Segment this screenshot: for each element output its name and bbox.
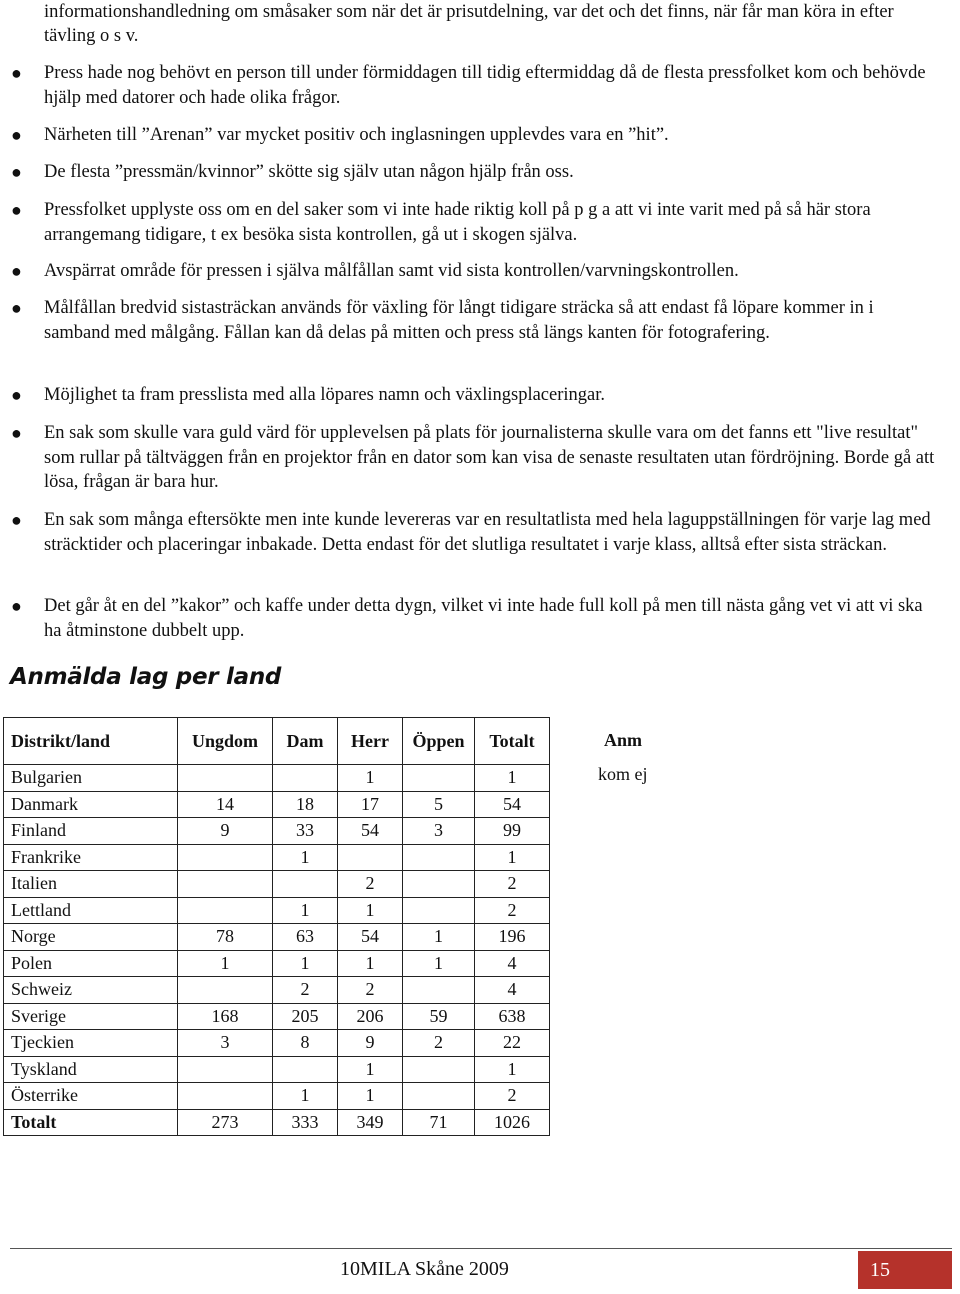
bullet-text: Press hade nog behövt en person till under förmiddagen till tidig eftermiddag då de flesta pressfolket kom och behövde hjälp med datorer och hade olika frågor. [44,63,926,108]
table-cell: 2 [338,871,403,898]
table-cell: Tjeckien [4,1030,178,1057]
table-cell: Danmark [4,791,178,818]
page-number-badge [858,1251,952,1289]
bullet-text: En sak som skulle vara guld värd för upplevelsen på plats för journalisterna skulle vara om det fanns ett "live resultat" som rullar på tältväggen från en projektor från en dator som kan visa de senaste resultaten utan fördröjning. Borde gå att lösa, frågan är bara hur. [44,423,935,492]
table-cell: Bulgarien [4,765,178,792]
table-cell [273,1056,338,1083]
table-cell: 1 [403,924,475,951]
table-cell: Norge [4,924,178,951]
bullet-item [11,383,944,408]
table-cell: 349 [338,1109,403,1136]
table-cell [403,897,475,924]
table-row [4,950,550,977]
table-cell: Schweiz [4,977,178,1004]
table-cell [273,871,338,898]
table-cell: 333 [273,1109,338,1136]
table-cell [403,977,475,1004]
table-cell: 63 [273,924,338,951]
bullet-item [11,421,944,495]
table-cell [178,1083,273,1110]
bullet-item [11,160,944,185]
table-cell [403,1083,475,1110]
table-row [4,1003,550,1030]
table-cell: 1 [178,950,273,977]
bullet-dot-icon: ● [11,510,22,530]
table-cell: 54 [338,818,403,845]
table-cell: 8 [273,1030,338,1057]
table-cell: 18 [273,791,338,818]
table-cell: Finland [4,818,178,845]
table-cell [178,765,273,792]
table-cell: 22 [475,1030,550,1057]
table-row [4,924,550,951]
table-cell: 3 [403,818,475,845]
footer-divider [10,1248,952,1249]
table-cell: 1 [475,844,550,871]
table-cell: 1 [338,950,403,977]
table-cell: Sverige [4,1003,178,1030]
table-cell: 168 [178,1003,273,1030]
table-cell: 206 [338,1003,403,1030]
table-cell: 1 [273,897,338,924]
column-header: Totalt [475,718,550,765]
column-header: Dam [273,718,338,765]
table-row [4,897,550,924]
anm-note: kom ej [598,764,648,784]
table-cell: 54 [338,924,403,951]
table-cell: 9 [178,818,273,845]
anm-column-header: Anm [604,730,643,750]
table-cell: Österrike [4,1083,178,1110]
bullet-text: Pressfolket upplyste oss om en del saker som vi inte hade riktig koll på p g a att vi inte varit med på så här stora arrangemang tidigare, t ex besöka sista kontrollen, gå ut i skogen själva. [44,200,871,245]
table-cell [178,1056,273,1083]
table-cell [403,765,475,792]
table-row [4,765,550,792]
continued-paragraph: informationshandledning om småsaker som när det är prisutdelning, var det och det finns, när får man köra in efter tävling o s v. [44,2,894,46]
table-cell: 59 [403,1003,475,1030]
table-cell: 33 [273,818,338,845]
table-cell: 14 [178,791,273,818]
table-cell: 1 [475,1056,550,1083]
bullet-dot-icon: ● [11,596,22,616]
table-cell: Italien [4,871,178,898]
bullet-text: Närheten till ”Arenan” var mycket positiv och inglasningen upplevdes vara en ”hit”. [44,125,669,145]
table-cell: Polen [4,950,178,977]
table-cell: 273 [178,1109,273,1136]
table-cell: 1 [475,765,550,792]
bullet-dot-icon: ● [11,261,22,281]
table-cell: 2 [475,897,550,924]
table-header-row [4,718,550,765]
table-cell: 71 [403,1109,475,1136]
table-cell [403,1056,475,1083]
table-cell: 1 [338,1056,403,1083]
column-header: Ungdom [178,718,273,765]
table-cell: 1 [338,1083,403,1110]
bullet-dot-icon: ● [11,63,22,83]
table-row [4,1056,550,1083]
table-cell: 196 [475,924,550,951]
table-total-row [4,1109,550,1136]
table-cell: 1 [273,1083,338,1110]
table-cell: 205 [273,1003,338,1030]
section-heading: Anmälda lag per land [10,664,282,690]
table-cell [403,844,475,871]
table-cell: 54 [475,791,550,818]
bullet-text: Det går åt en del ”kakor” och kaffe under detta dygn, vilket vi inte hade full koll på men till nästa gång vet vi att vi ska ha åtminstone dubbelt upp. [44,596,923,641]
table-cell: 1 [338,765,403,792]
column-header: Herr [338,718,403,765]
bullet-dot-icon: ● [11,298,22,318]
table-cell: 5 [403,791,475,818]
table-row [4,818,550,845]
table-cell [273,765,338,792]
bullet-dot-icon: ● [11,385,22,405]
table-cell: 3 [178,1030,273,1057]
bullet-dot-icon: ● [11,162,22,182]
table-cell: 1 [273,950,338,977]
table-cell: 2 [338,977,403,1004]
table-cell: 2 [273,977,338,1004]
table-cell: 78 [178,924,273,951]
bullet-text: Målfållan bredvid sistasträckan används för växling för långt tidigare sträcka så att endast få löpare kommer in i samband med målgång. Fållan kan då delas på mitten och press stå längs kanten för fotografering. [44,298,874,343]
table-cell [178,844,273,871]
table-cell: 4 [475,950,550,977]
table-cell [178,871,273,898]
teams-per-country-table [3,717,550,1136]
bullet-item [11,259,944,284]
bullet-item [11,123,944,148]
table-cell: 1026 [475,1109,550,1136]
bullet-item [11,508,944,557]
table-cell [178,897,273,924]
table-cell: 1 [273,844,338,871]
bullet-item [11,61,944,110]
table-cell: 2 [403,1030,475,1057]
table-row [4,871,550,898]
table-cell [403,871,475,898]
table-cell: Totalt [4,1109,178,1136]
bullet-text: De flesta ”pressmän/kvinnor” skötte sig själv utan någon hjälp från oss. [44,162,574,182]
table-cell: 9 [338,1030,403,1057]
column-header: Distrikt/land [4,718,178,765]
bullet-text: En sak som många eftersökte men inte kunde levereras var en resultatlista med hela laguppställningen för varje lag med sträcktider och placeringar inbakade. Detta endast för det slutliga resultatet i varje klass, alltså efter sista sträckan. [44,510,931,555]
table-cell: 4 [475,977,550,1004]
page-number: 15 [870,1258,890,1281]
bullet-dot-icon: ● [11,125,22,145]
table-row [4,791,550,818]
table-row [4,844,550,871]
table-cell: 2 [475,871,550,898]
bullet-text: Avspärrat område för pressen i själva målfållan samt vid sista kontrollen/varvningskontrollen. [44,261,739,281]
bullet-item [11,198,944,247]
table-cell: 2 [475,1083,550,1110]
table-row [4,1083,550,1110]
bullet-dot-icon: ● [11,423,22,443]
table-cell: 1 [403,950,475,977]
table-cell: Lettland [4,897,178,924]
footer-title: 10MILA Skåne 2009 [340,1258,509,1280]
bullet-text: Möjlighet ta fram presslista med alla löpares namn och växlingsplaceringar. [44,385,605,405]
table-cell: Frankrike [4,844,178,871]
table-row [4,977,550,1004]
table-cell: 1 [338,897,403,924]
bullet-dot-icon: ● [11,200,22,220]
column-header: Öppen [403,718,475,765]
table-cell [338,844,403,871]
table-cell [178,977,273,1004]
bullet-item [11,594,944,643]
bullet-item [11,296,944,345]
table-cell: 638 [475,1003,550,1030]
table-cell: Tyskland [4,1056,178,1083]
table-cell: 99 [475,818,550,845]
table-cell: 17 [338,791,403,818]
table-row [4,1030,550,1057]
